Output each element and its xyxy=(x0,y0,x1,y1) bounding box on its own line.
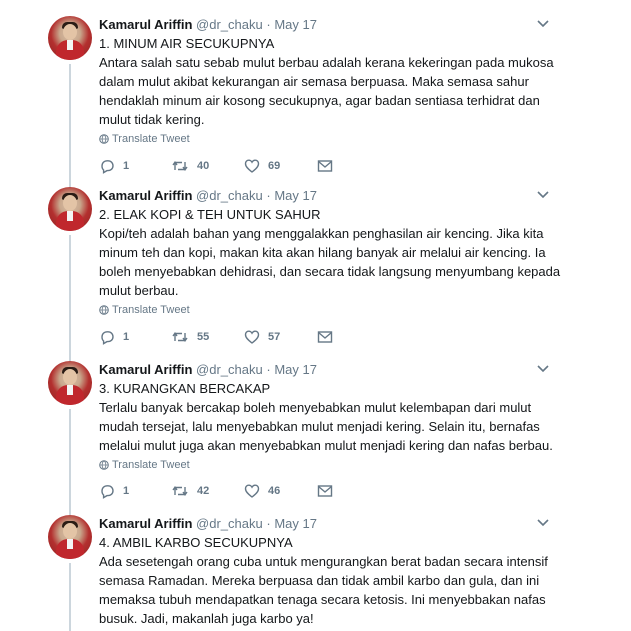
tweet-line: Terlalu banyak bercakap boleh menyebabkan mulut kelembapan dari mulut xyxy=(99,400,532,415)
globe-icon xyxy=(99,460,109,470)
envelope-icon xyxy=(317,159,333,173)
tweet-heading: 2. ELAK KOPI & TEH UNTUK SAHUR xyxy=(99,207,321,222)
chevron-down-icon[interactable] xyxy=(536,19,550,29)
tweet-text xyxy=(99,34,569,129)
tweet-line: melalui mulut juga akan menyebabkan mulut menjadi kering dan nafas berbau. xyxy=(99,438,553,453)
tweet-line: memaksa tubuh mendapatkan tenaga secara ketosis. Ini menyebbakan nafas xyxy=(99,592,546,607)
thread-connector xyxy=(69,64,71,196)
tweet-line: Ada sesetengah orang cuba untuk mengurangkan berat badan secara intensif xyxy=(99,554,548,569)
author-name[interactable]: Kamarul Ariffin xyxy=(99,362,193,377)
tweet-line: minum teh dan kopi, makan kita akan hilang banyak air melalui air kencing. Ia xyxy=(99,245,546,260)
like-button[interactable] xyxy=(244,482,280,500)
author-handle[interactable]: @dr_chaku xyxy=(196,362,263,377)
direct-message-button[interactable] xyxy=(317,328,341,346)
reply-icon xyxy=(99,483,115,499)
author-handle[interactable]: @dr_chaku xyxy=(196,188,263,203)
heart-icon xyxy=(244,158,260,174)
reply-count: 1 xyxy=(123,160,130,172)
author-name[interactable]: Kamarul Ariffin xyxy=(99,17,193,32)
tweet-line: Kopi/teh adalah bahan yang menggalakkan penghasilan air kencing. Jika kita xyxy=(99,226,544,241)
tweet-line: hendaklah minum air kosong secukupnya, agar badan sentiasa terhidrat dan xyxy=(99,93,540,108)
reply-count: 1 xyxy=(123,485,130,497)
retweet-button[interactable] xyxy=(171,482,209,500)
heart-icon xyxy=(244,483,260,499)
retweet-count: 55 xyxy=(197,331,210,343)
direct-message-button[interactable] xyxy=(317,482,341,500)
tweet-date[interactable]: May 17 xyxy=(274,516,317,531)
tweet-text xyxy=(99,379,569,455)
tweet-text xyxy=(99,533,569,628)
tweet-line: boleh menyebabkan dehidrasi, dan secara tidak langsung menyumbang kepada xyxy=(99,264,561,279)
reply-count: 1 xyxy=(123,331,130,343)
like-button[interactable] xyxy=(244,157,280,175)
author-name[interactable]: Kamarul Ariffin xyxy=(99,516,193,531)
reply-icon xyxy=(99,329,115,345)
avatar[interactable] xyxy=(48,361,92,405)
chevron-down-icon[interactable] xyxy=(536,190,550,200)
thread-connector xyxy=(69,235,71,365)
tweet-date[interactable]: May 17 xyxy=(274,362,317,377)
tweet-heading: 1. MINUM AIR SECUKUPNYA xyxy=(99,36,275,51)
envelope-icon xyxy=(317,330,333,344)
author-name[interactable]: Kamarul Ariffin xyxy=(99,188,193,203)
chevron-down-icon[interactable] xyxy=(536,364,550,374)
thread-connector xyxy=(69,409,71,515)
tweet-line: busuk. Jadi, makanlah juga karbo ya! xyxy=(99,611,314,626)
globe-icon xyxy=(99,305,109,315)
envelope-icon xyxy=(317,484,333,498)
reply-button[interactable] xyxy=(99,328,129,346)
translate-tweet-link[interactable] xyxy=(99,132,190,146)
tweet-text xyxy=(99,205,569,300)
translate-label: Translate Tweet xyxy=(112,304,190,316)
tweet-header: Kamarul Ariffin @dr_chaku · May 17 xyxy=(99,17,317,32)
tweet-line: mudah tersejat, lalu menyebabkan mulut menjadi kering. Selain itu, bernafas xyxy=(99,419,540,434)
avatar[interactable] xyxy=(48,16,92,60)
retweet-icon xyxy=(171,483,189,499)
like-count: 46 xyxy=(268,485,281,497)
direct-message-button[interactable] xyxy=(317,157,341,175)
translate-label: Translate Tweet xyxy=(112,459,190,471)
avatar[interactable] xyxy=(48,515,92,559)
author-handle[interactable]: @dr_chaku xyxy=(196,516,263,531)
avatar[interactable] xyxy=(48,187,92,231)
retweet-button[interactable] xyxy=(171,157,209,175)
chevron-down-icon[interactable] xyxy=(536,518,550,528)
tweet-line: Antara salah satu sebab mulut berbau adalah kerana kekeringan pada mukosa xyxy=(99,55,554,70)
globe-icon xyxy=(99,134,109,144)
tweet-header: Kamarul Ariffin @dr_chaku · May 17 xyxy=(99,188,317,203)
reply-icon xyxy=(99,158,115,174)
heart-icon xyxy=(244,329,260,345)
translate-tweet-link[interactable] xyxy=(99,458,190,472)
author-handle[interactable]: @dr_chaku xyxy=(196,17,263,32)
tweet-heading: 4. AMBIL KARBO SECUKUPNYA xyxy=(99,535,293,550)
tweet-line: semasa Ramadan. Mereka berpuasa dan tidak ambil karbo dan gula, dan ini xyxy=(99,573,540,588)
tweet-date[interactable]: May 17 xyxy=(274,188,317,203)
retweet-count: 42 xyxy=(197,485,210,497)
tweet-date[interactable]: May 17 xyxy=(274,17,317,32)
retweet-button[interactable] xyxy=(171,328,209,346)
retweet-icon xyxy=(171,329,189,345)
like-count: 57 xyxy=(268,331,281,343)
retweet-count: 40 xyxy=(197,160,210,172)
tweet-line: dalam mulut akibat kekurangan air semasa berpuasa. Maka semasa sahur xyxy=(99,74,529,89)
tweet-header: Kamarul Ariffin @dr_chaku · May 17 xyxy=(99,362,317,377)
tweet-line: mulut tidak kering. xyxy=(99,112,205,127)
reply-button[interactable] xyxy=(99,482,129,500)
translate-tweet-link[interactable] xyxy=(99,303,190,317)
like-count: 69 xyxy=(268,160,281,172)
reply-button[interactable] xyxy=(99,157,129,175)
like-button[interactable] xyxy=(244,328,280,346)
translate-label: Translate Tweet xyxy=(112,133,190,145)
tweet-heading: 3. KURANGKAN BERCAKAP xyxy=(99,381,271,396)
thread-connector xyxy=(69,563,71,631)
tweet-header: Kamarul Ariffin @dr_chaku · May 17 xyxy=(99,516,317,531)
tweet-line: mulut berbau. xyxy=(99,283,179,298)
retweet-icon xyxy=(171,158,189,174)
